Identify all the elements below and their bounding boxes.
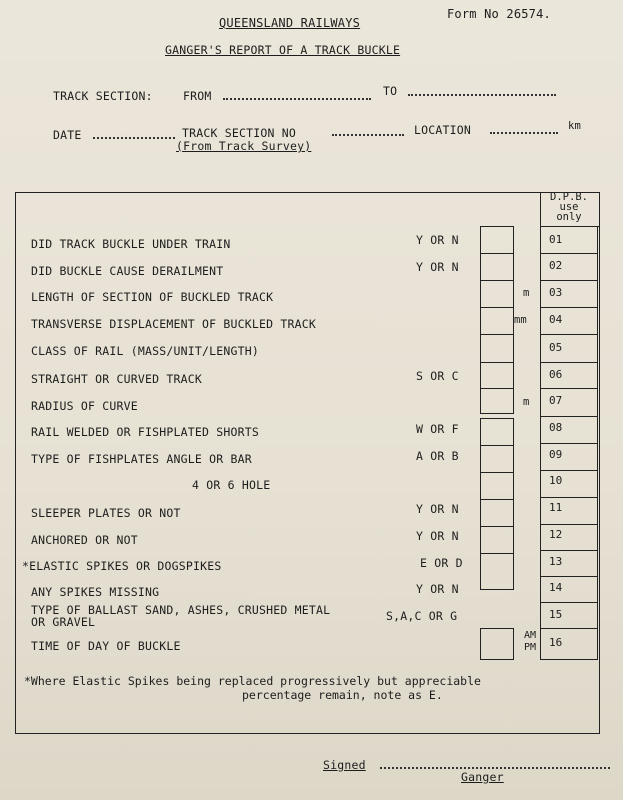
code-13: 13 [549, 555, 563, 568]
km-label: km [568, 120, 582, 132]
question-05: CLASS OF RAIL (MASS/UNIT/LENGTH) [31, 344, 259, 358]
question-09: TYPE OF FISHPLATES ANGLE OR BAR [31, 452, 252, 466]
date-label: DATE [53, 128, 82, 142]
ganger-label: Ganger [461, 770, 504, 784]
question-15-line2: OR GRAVEL [31, 615, 96, 629]
options-14: Y OR N [416, 582, 459, 596]
code-16: 16 [549, 636, 563, 649]
code-08: 08 [549, 421, 563, 434]
question-10: 4 OR 6 HOLE [192, 478, 271, 492]
form-number: Form No 26574. [447, 7, 551, 21]
track-section-label: TRACK SECTION: [53, 89, 153, 103]
from-track-survey-label: (From Track Survey) [176, 139, 312, 153]
question-07: RADIUS OF CURVE [31, 399, 138, 413]
code-12: 12 [549, 528, 563, 541]
question-03: LENGTH OF SECTION OF BUCKLED TRACK [31, 290, 274, 304]
code-10: 10 [549, 474, 563, 487]
question-16: TIME OF DAY OF BUCKLE [31, 639, 181, 653]
options-12: Y OR N [416, 529, 459, 543]
footnote-line1: *Where Elastic Spikes being replaced progressively but appreciable [24, 674, 481, 688]
dpb-header-line1: D.P.B. [550, 191, 588, 203]
organization-title: QUEENSLAND RAILWAYS [219, 16, 361, 30]
options-09: A OR B [416, 449, 459, 463]
date-field[interactable] [93, 137, 175, 139]
options-13: E OR D [420, 556, 463, 570]
from-label: FROM [183, 89, 212, 103]
signed-label: Signed [323, 758, 366, 772]
answer-column-block-3[interactable] [480, 628, 514, 660]
options-15: S,A,C OR G [386, 609, 458, 623]
to-field[interactable] [408, 94, 556, 96]
options-01: Y OR N [416, 233, 459, 247]
unit-16-pm: PM [524, 642, 537, 653]
code-06: 06 [549, 368, 563, 381]
answer-column-block-2[interactable] [480, 418, 514, 590]
track-section-no-label: TRACK SECTION NO [182, 126, 296, 140]
options-02: Y OR N [416, 260, 459, 274]
unit-03: m [523, 287, 530, 299]
code-04: 04 [549, 313, 563, 326]
dpb-header-line3: only [556, 211, 582, 223]
question-08: RAIL WELDED OR FISHPLATED SHORTS [31, 425, 259, 439]
unit-16-am: AM [524, 630, 537, 641]
footnote-line2: percentage remain, note as E. [242, 688, 443, 702]
options-06: S OR C [416, 369, 459, 383]
options-08: W OR F [416, 422, 459, 436]
code-11: 11 [549, 501, 563, 514]
dpb-header-line2: use [559, 201, 579, 213]
code-02: 02 [549, 259, 563, 272]
question-06: STRAIGHT OR CURVED TRACK [31, 372, 202, 386]
track-section-no-field[interactable] [332, 134, 404, 136]
question-14: ANY SPIKES MISSING [31, 585, 160, 599]
dpb-use-only-header [540, 188, 598, 222]
form-title: GANGER'S REPORT OF A TRACK BUCKLE [165, 43, 401, 57]
to-label: TO [383, 84, 398, 98]
signature-field[interactable] [380, 767, 610, 769]
question-15-line1: TYPE OF BALLAST SAND, ASHES, CRUSHED METAL [31, 603, 331, 617]
unit-04: mm [514, 314, 527, 326]
code-09: 09 [549, 448, 563, 461]
location-label: LOCATION [414, 123, 471, 137]
code-07: 07 [549, 394, 563, 407]
question-02: DID BUCKLE CAUSE DERAILMENT [31, 264, 224, 278]
question-12: ANCHORED OR NOT [31, 533, 138, 547]
code-01: 01 [549, 233, 563, 246]
code-15: 15 [549, 608, 563, 621]
options-11: Y OR N [416, 502, 459, 516]
unit-07: m [523, 396, 530, 408]
code-05: 05 [549, 341, 563, 354]
question-01: DID TRACK BUCKLE UNDER TRAIN [31, 237, 231, 251]
answer-column-block-1[interactable] [480, 226, 514, 414]
code-03: 03 [549, 286, 563, 299]
question-11: SLEEPER PLATES OR NOT [31, 506, 181, 520]
question-13: *ELASTIC SPIKES OR DOGSPIKES [22, 559, 222, 573]
question-04: TRANSVERSE DISPLACEMENT OF BUCKLED TRACK [31, 317, 316, 331]
from-field[interactable] [223, 98, 371, 100]
code-14: 14 [549, 581, 563, 594]
location-field[interactable] [490, 132, 558, 134]
